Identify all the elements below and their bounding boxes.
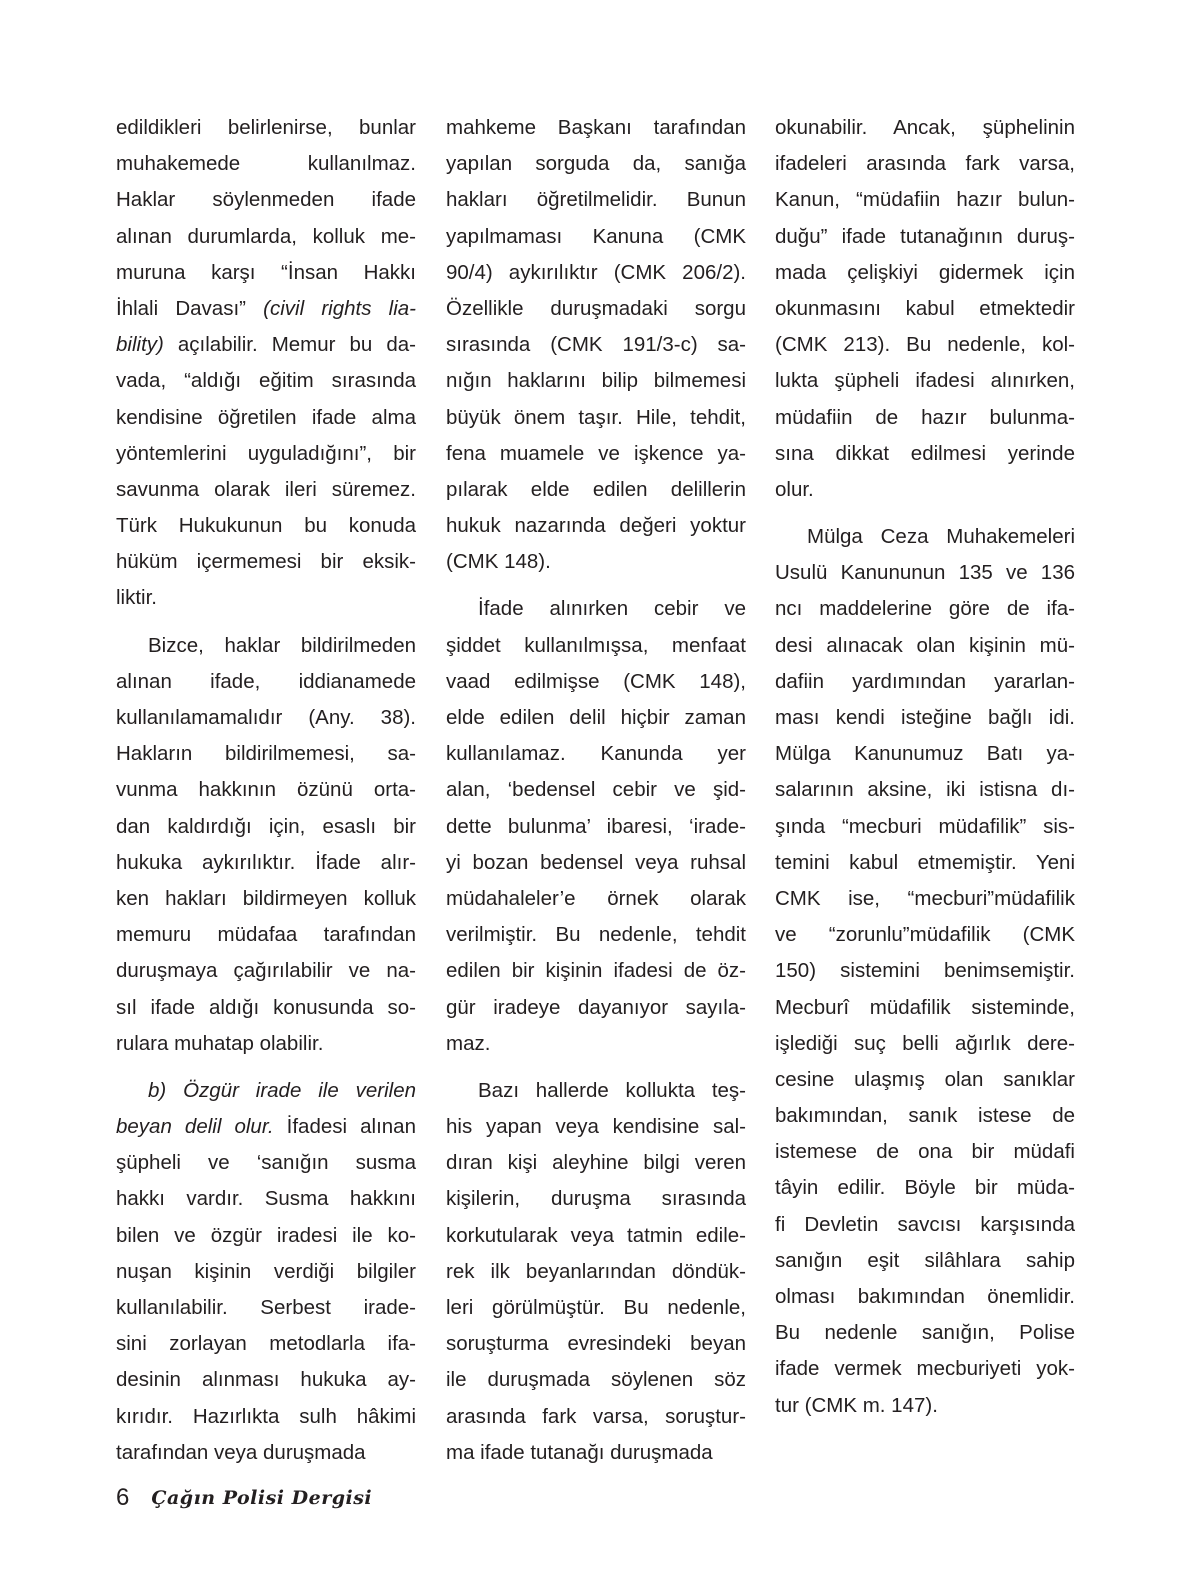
text-segment: yapılmaması Kanuna (CMK [446, 224, 746, 248]
text-line [116, 580, 416, 616]
text-segment: Mülga Ceza Muhakemeleri [807, 525, 1075, 549]
text-line [116, 110, 416, 146]
text-segment: vunma hakkının özünü orta- [116, 778, 416, 802]
text-line [775, 953, 1075, 989]
text-segment: dafiin yardımından yararlan- [775, 669, 1075, 693]
text-segment: 90/4) aykırılıktır (CMK 206/2). [446, 260, 746, 284]
text-line [775, 591, 1075, 627]
text-line [775, 809, 1075, 845]
text-line [775, 1207, 1075, 1243]
text-segment: Mülga Kanunumuz Batı ya- [775, 742, 1075, 766]
text-segment: nığın haklarını bilip bilmemesi [446, 369, 746, 393]
text-segment: kendisine öğretilen ifade alma [116, 405, 416, 429]
text-segment: lukta şüpheli ifadesi alınırken, [775, 369, 1075, 393]
text-segment: istemese de ona bir müdafi [775, 1140, 1075, 1164]
text-line [446, 544, 746, 580]
text-segment: (civil rights lia- [263, 296, 416, 320]
text-segment: hukuka aykırılıktır. İfade alır- [116, 850, 416, 874]
text-segment: hakkı vardır. Susma hakkını [116, 1187, 416, 1211]
text-line [775, 881, 1075, 917]
text-segment: verilmiştir. Bu nedenle, tehdit [446, 923, 746, 947]
paragraph-gap [775, 508, 1075, 519]
text-line [446, 591, 746, 627]
text-line [775, 472, 1075, 508]
text-segment: his yapan veya kendisine sal- [446, 1115, 746, 1139]
text-line [446, 990, 746, 1026]
text-segment: tarafından veya duruşmada [116, 1440, 366, 1464]
text-segment: bakımından, sanık istese de [775, 1104, 1075, 1128]
text-segment: ile duruşmada söylenen söz [446, 1368, 746, 1392]
text-segment: sini zorlayan metodlarla ifa- [116, 1332, 416, 1356]
text-segment: Bizce, haklar bildirilmeden [148, 633, 416, 657]
paragraph-gap [116, 617, 416, 628]
text-segment: savunma olarak ileri süremez. [116, 477, 416, 501]
text-line [775, 110, 1075, 146]
text-segment: ifade vermek mecburiyeti yok- [775, 1357, 1075, 1381]
text-segment: İfadesi alınan [273, 1115, 416, 1139]
text-segment: sırasında (CMK 191/3-c) sa- [446, 333, 746, 357]
text-segment: salarının aksine, iki istisna dı- [775, 778, 1075, 802]
text-line [775, 1026, 1075, 1062]
text-segment: fena muamele ve işkence ya- [446, 441, 746, 465]
text-segment: arasında fark varsa, soruştur- [446, 1404, 746, 1428]
text-line [116, 953, 416, 989]
text-line [446, 110, 746, 146]
text-line [446, 1254, 746, 1290]
text-line [775, 1279, 1075, 1315]
paragraph-gap [446, 1062, 746, 1073]
text-segment: Bu nedenle sanığın, Polise [775, 1321, 1075, 1345]
text-line [446, 1218, 746, 1254]
text-line [446, 291, 746, 327]
text-segment: fi Devletin savcısı karşısında [775, 1212, 1075, 1236]
text-segment: şiddet kullanılmışsa, menfaat [446, 633, 746, 657]
text-segment: işlediği suç belli ağırlık dere- [775, 1031, 1075, 1055]
text-segment: müdafiin de hazır bulunma- [775, 405, 1075, 429]
text-line [446, 953, 746, 989]
text-segment: elde edilen delil hiçbir zaman [446, 706, 746, 729]
text-segment: gür iradeye dayanıyor sayıla- [446, 995, 746, 1019]
text-column-2 [446, 110, 746, 1471]
text-line [446, 1145, 746, 1181]
text-segment: mahkeme Başkanı tarafından [446, 116, 746, 139]
text-segment: müdahaleler’e örnek olarak [446, 886, 746, 910]
text-segment: vaad edilmişse (CMK 148), [446, 669, 746, 693]
text-line [116, 544, 416, 580]
paragraph [116, 110, 416, 617]
text-segment: tur (CMK m. 147). [775, 1393, 938, 1417]
text-line [116, 700, 416, 736]
paragraph [116, 628, 416, 1062]
text-line [775, 1315, 1075, 1351]
text-line [775, 327, 1075, 363]
text-segment: ma ifade tutanağı duruşmada [446, 1440, 713, 1464]
text-segment: kullanılamamalıdır (Any. 38). [116, 706, 416, 729]
page-number: 6 [116, 1484, 130, 1511]
text-line [775, 1134, 1075, 1170]
text-segment: Mecburî müdafilik sisteminde, [775, 995, 1075, 1019]
text-segment: sıl ifade aldığı konusunda so- [116, 995, 416, 1019]
text-segment: kişilerin, duruşma sırasında [446, 1187, 746, 1211]
text-segment: şında “mecburi müdafilik” sis- [775, 814, 1075, 838]
text-segment: 150) sistemini benimsemiştir. [775, 959, 1075, 983]
text-line [116, 845, 416, 881]
text-segment: Bazı hallerde kollukta teş- [478, 1078, 746, 1102]
text-line [116, 1254, 416, 1290]
text-line [116, 1026, 416, 1062]
text-line [446, 400, 746, 436]
text-line [116, 363, 416, 399]
text-segment: desinin alınması hukuka ay- [116, 1368, 416, 1392]
text-line [116, 1145, 416, 1181]
text-segment: muhakemede kullanılmaz. [116, 152, 416, 176]
text-line [775, 917, 1075, 953]
text-line [775, 291, 1075, 327]
text-line [446, 508, 746, 544]
text-line [446, 1435, 746, 1471]
text-segment: kullanılamaz. Kanunda yer [446, 742, 746, 766]
text-line [446, 1109, 746, 1145]
text-segment: edilen bir kişinin ifadesi de öz- [446, 959, 746, 983]
text-line [116, 628, 416, 664]
text-line [775, 519, 1075, 555]
text-line [446, 472, 746, 508]
text-segment: edildikleri belirlenirse, bunlar [116, 116, 416, 139]
text-segment: nuşan kişinin verdiği bilgiler [116, 1259, 416, 1283]
text-line [446, 182, 746, 218]
text-line [116, 400, 416, 436]
text-line [775, 1388, 1075, 1424]
text-segment: İhlali Davası” [116, 296, 264, 320]
text-line [775, 1243, 1075, 1279]
paragraph [446, 110, 746, 580]
text-line [775, 146, 1075, 182]
text-line [116, 990, 416, 1026]
text-segment: memuru müdafaa tarafından [116, 923, 416, 947]
text-segment: şüpheli ve ‘sanığın susma [116, 1151, 416, 1175]
text-segment: dan kaldırdığı için, esaslı bir [116, 814, 416, 838]
paragraph [116, 1073, 416, 1471]
text-line [116, 881, 416, 917]
text-line [775, 772, 1075, 808]
text-line [775, 628, 1075, 664]
text-line [116, 1435, 416, 1471]
text-line [116, 436, 416, 472]
text-segment: pılarak elde edilen delillerin [446, 477, 746, 501]
text-line [116, 291, 416, 327]
text-line [446, 917, 746, 953]
text-line [446, 146, 746, 182]
text-segment: hakları öğretilmelidir. Bunun [446, 188, 746, 212]
text-segment: okunabilir. Ancak, şüphelinin [775, 116, 1075, 139]
paragraph [446, 1073, 746, 1471]
text-segment: kullanılabilir. Serbest irade- [116, 1296, 416, 1319]
text-segment: soruşturma evresindeki beyan [446, 1332, 746, 1356]
text-segment: beyan delil olur. [116, 1115, 274, 1139]
text-segment: yöntemlerini uyguladığını”, bir [116, 441, 416, 465]
text-line [116, 327, 416, 363]
text-line [116, 146, 416, 182]
paragraph-gap [116, 1062, 416, 1073]
text-segment: olması bakımından önemlidir. [775, 1285, 1075, 1308]
text-line [116, 1073, 416, 1109]
text-line [446, 772, 746, 808]
text-line [116, 1326, 416, 1362]
paragraph [446, 591, 746, 1061]
text-line [775, 219, 1075, 255]
text-line [446, 809, 746, 845]
text-line [446, 363, 746, 399]
text-line [775, 1062, 1075, 1098]
text-segment: hüküm içermemesi bir eksik- [116, 550, 416, 574]
text-line [446, 255, 746, 291]
text-segment: yapılan sorguda da, sanığa [446, 152, 746, 176]
text-line [446, 1362, 746, 1398]
text-segment: Hakların bildirilmemesi, sa- [116, 742, 416, 766]
text-segment: dıran kişi aleyhine bilgi veren [446, 1151, 746, 1175]
text-column-1 [116, 110, 416, 1471]
text-line [775, 1351, 1075, 1387]
text-line [775, 255, 1075, 291]
text-line [116, 1399, 416, 1435]
text-segment: alınan ifade, iddianamede [116, 669, 416, 693]
text-line [775, 845, 1075, 881]
text-line [116, 809, 416, 845]
text-column-3 [775, 110, 1075, 1424]
text-segment: duruşmaya çağırılabilir ve na- [116, 959, 416, 983]
text-segment: sanığın eşit silâhlara sahip [775, 1248, 1075, 1272]
text-line [775, 400, 1075, 436]
text-line [446, 664, 746, 700]
text-segment: yi bozan bedensel veya ruhsal [446, 850, 746, 874]
text-segment: leri görülmüştür. Bu nedenle, [446, 1296, 746, 1319]
text-line [116, 917, 416, 953]
text-line [116, 255, 416, 291]
text-line [446, 436, 746, 472]
text-segment: ması kendi isteğine bağlı idi. [775, 706, 1075, 729]
text-line [116, 1362, 416, 1398]
text-segment: alınan durumlarda, kolluk me- [116, 224, 416, 248]
text-line [775, 555, 1075, 591]
text-line [446, 327, 746, 363]
paragraph-gap [446, 580, 746, 591]
text-segment: liktir. [116, 586, 157, 610]
text-segment: rulara muhatap olabilir. [116, 1031, 324, 1055]
text-segment: alan, ‘bedensel cebir ve şid- [446, 778, 746, 802]
text-segment: cesine ulaşmış olan sanıklar [775, 1067, 1075, 1091]
text-line [116, 664, 416, 700]
text-segment: bility) [116, 333, 164, 357]
text-segment: Türk Hukukunun bu konuda [116, 514, 416, 538]
text-segment: büyük önem taşır. Hile, tehdit, [446, 405, 746, 429]
text-line [116, 508, 416, 544]
text-segment: ken hakları bildirmeyen kolluk [116, 886, 416, 910]
text-segment: açılabilir. Memur bu da- [163, 333, 416, 357]
text-line [116, 182, 416, 218]
text-line [446, 1026, 746, 1062]
text-segment: CMK ise, “mecburi”müdafilik [775, 886, 1075, 910]
text-line [446, 219, 746, 255]
text-line [446, 1290, 746, 1326]
text-line [446, 881, 746, 917]
text-segment: mada çelişkiyi gidermek için [775, 260, 1075, 284]
text-segment: ifadeleri arasında fark varsa, [775, 152, 1075, 176]
text-segment: okunmasını kabul etmektedir [775, 296, 1075, 320]
text-line [775, 436, 1075, 472]
text-segment: Usulü Kanununun 135 ve 136 [775, 561, 1075, 585]
text-line [446, 1399, 746, 1435]
text-line [775, 1170, 1075, 1206]
page-footer [116, 1480, 372, 1516]
text-line [775, 1098, 1075, 1134]
text-line [116, 219, 416, 255]
paragraph [775, 519, 1075, 1424]
text-line [116, 1181, 416, 1217]
text-line [446, 845, 746, 881]
text-segment: muruna karşı “İnsan Hakkı [116, 260, 416, 284]
text-segment: temini kabul etmemiştir. Yeni [775, 850, 1075, 874]
text-line [775, 736, 1075, 772]
text-segment: Kanun, “müdafiin hazır bulun- [775, 188, 1075, 212]
text-line [116, 772, 416, 808]
text-line [775, 700, 1075, 736]
paragraph [775, 110, 1075, 508]
text-segment: tâyin edilir. Böyle bir müda- [775, 1176, 1075, 1200]
text-segment: vada, “aldığı eğitim sırasında [116, 369, 416, 393]
text-segment: ncı maddelerine göre de ifa- [775, 597, 1075, 621]
text-line [446, 628, 746, 664]
text-segment: İfade alınırken cebir ve [478, 597, 746, 621]
text-segment: olur. [775, 477, 814, 501]
text-segment: kırıdır. Hazırlıkta sulh hâkimi [116, 1404, 416, 1428]
text-segment: ve “zorunlu”müdafilik (CMK [775, 923, 1075, 947]
text-segment: dette bulunma’ ibaresi, ‘irade- [446, 814, 746, 838]
text-segment: hukuk nazarında değeri yoktur [446, 514, 746, 538]
text-segment: maz. [446, 1031, 491, 1055]
text-segment: Özellikle duruşmadaki sorgu [446, 296, 746, 320]
text-segment: (CMK 213). Bu nedenle, kol- [775, 333, 1075, 357]
text-line [116, 1290, 416, 1326]
text-segment: bilen ve özgür iradesi ile ko- [116, 1223, 416, 1247]
text-segment: Haklar söylenmeden ifade [116, 188, 416, 212]
text-line [116, 472, 416, 508]
text-line [446, 1181, 746, 1217]
text-line [775, 182, 1075, 218]
text-segment: sına dikkat edilmesi yerinde [775, 441, 1075, 465]
text-segment: b) Özgür irade ile verilen [148, 1078, 416, 1102]
text-line [446, 736, 746, 772]
text-line [116, 1109, 416, 1145]
text-line [775, 990, 1075, 1026]
text-line [116, 736, 416, 772]
text-line [116, 1218, 416, 1254]
text-line [775, 363, 1075, 399]
text-segment: korkutularak veya tatmin edile- [446, 1223, 746, 1247]
text-line [446, 700, 746, 736]
text-line [775, 664, 1075, 700]
text-segment: desi alınacak olan kişinin mü- [775, 633, 1075, 657]
text-line [446, 1073, 746, 1109]
text-segment: rek ilk beyanlarından döndük- [446, 1259, 746, 1283]
text-segment: (CMK 148). [446, 550, 551, 574]
text-line [446, 1326, 746, 1362]
text-segment: duğu” ifade tutanağının duruş- [775, 224, 1075, 248]
journal-title: Çağın Polisi Dergisi [151, 1487, 373, 1509]
